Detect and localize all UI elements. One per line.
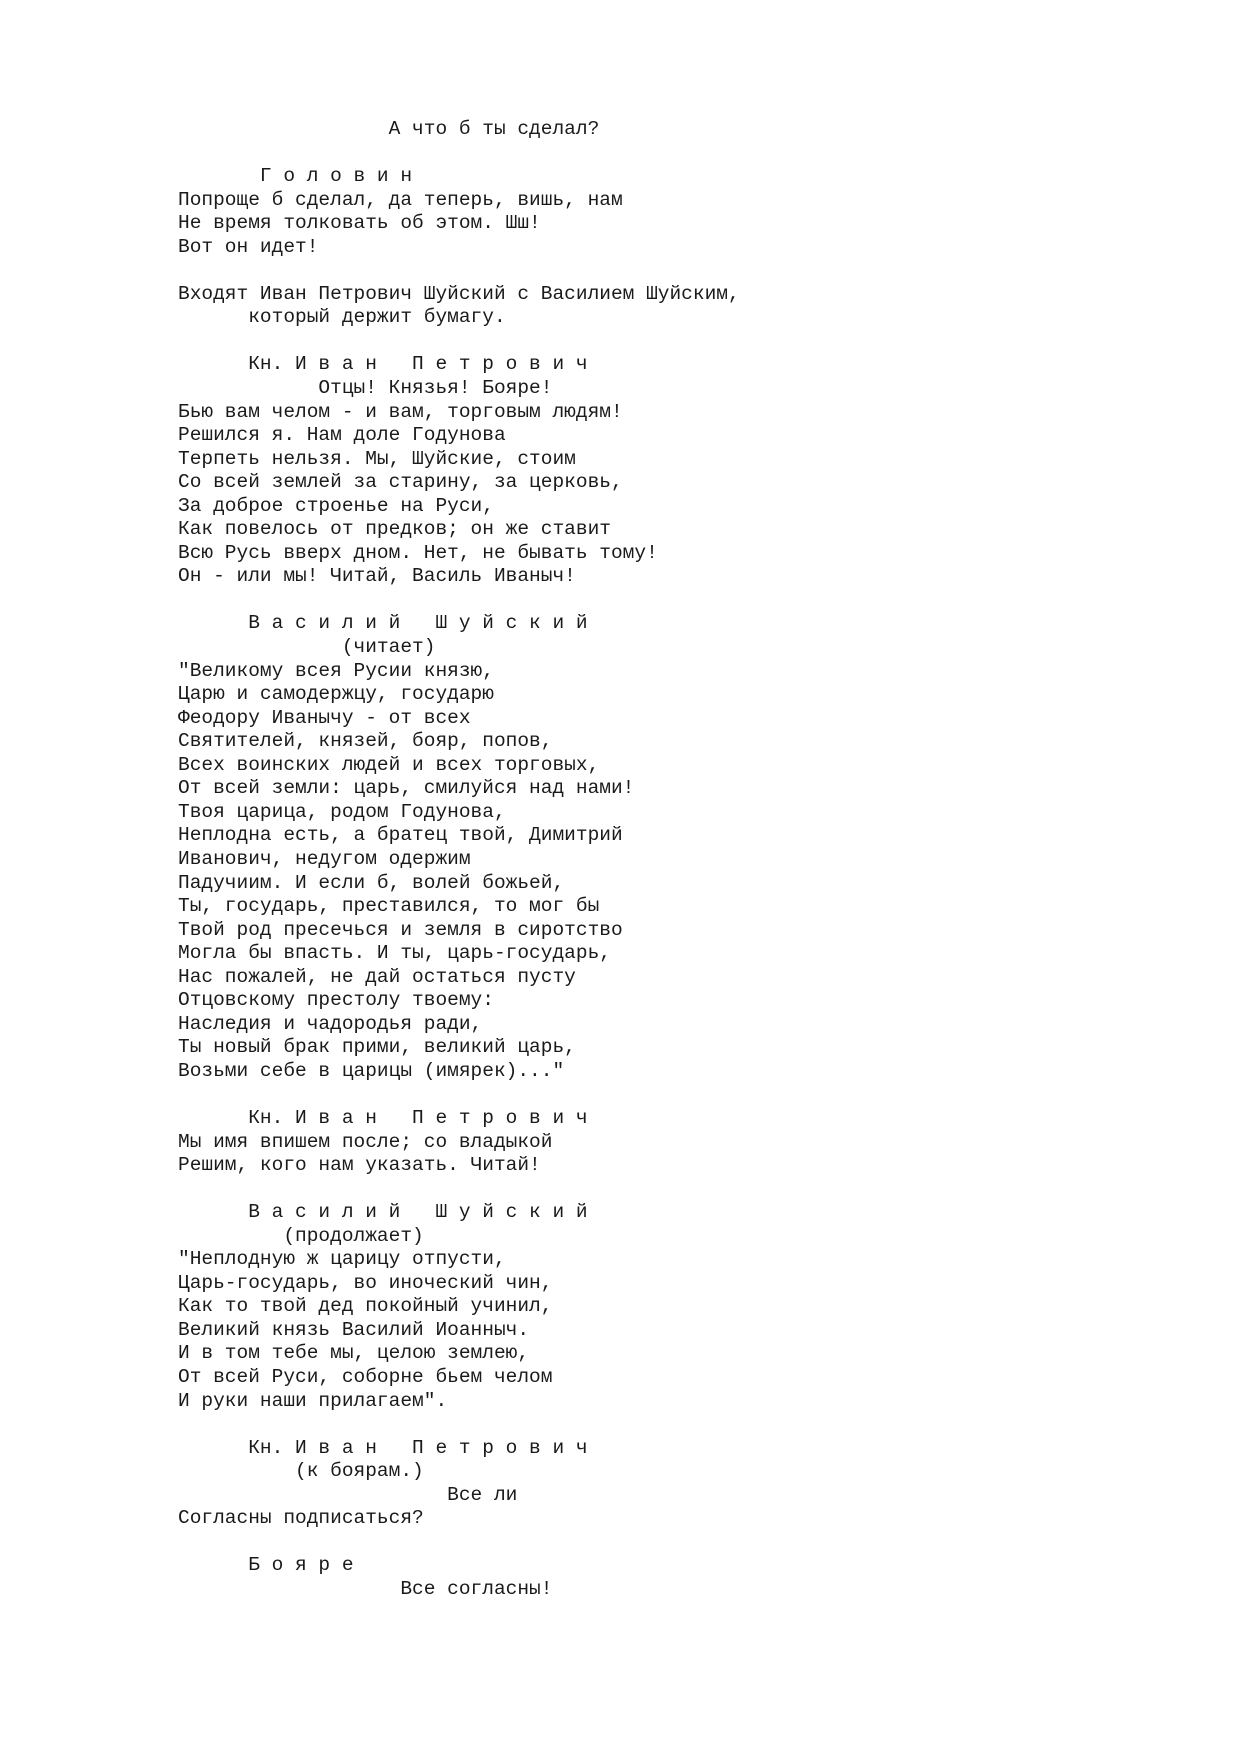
text-line: Попроще б сделал, да теперь, вишь, нам [178,188,623,211]
text-line: Мы имя впишем после; со владыкой [178,1130,553,1153]
text-line: Кн. И в а н П е т р о в и ч [178,1106,588,1129]
text-line: Неплодна есть, а братец твой, Димитрий [178,824,623,847]
text-line: Феодору Иванычу - от всех [178,706,471,729]
blank-line [178,142,740,166]
text-line: Согласны подписаться? [178,1507,424,1530]
text-line: Ты новый брак прими, великий царь, [178,1036,576,1059]
text-line: Твоя царица, родом Годунова, [178,800,506,823]
text-line: Входят Иван Петрович Шуйский с Василием Шуйским, [178,282,740,305]
text-line: За доброе строенье на Руси, [178,494,494,517]
blank-line [178,1413,740,1437]
text-line: Решим, кого нам указать. Читай! [178,1154,541,1177]
text-line: Возьми себе в царицы (имярек)..." [178,1059,565,1082]
text-line: Царю и самодержцу, государю [178,683,494,706]
blank-line [178,330,740,354]
text-line: Великий князь Василий Иоанныч. [178,1318,530,1341]
blank-line [178,1178,740,1202]
text-line: Всю Русь вверх дном. Нет, не бывать тому! [178,541,658,564]
text-line: Могла бы впасть. И ты, царь-государь, [178,942,611,965]
text-line: И руки наши прилагаем". [178,1389,448,1412]
text-line: Все ли [178,1483,518,1506]
text-line: "Великому всея Русии князю, [178,659,494,682]
text-line: А что б ты сделал? [178,118,600,140]
text-line: В а с и л и й Ш у й с к и й [178,1201,588,1224]
text-line: Твой род пресечься и земля в сиротство [178,918,623,941]
text-line: Как повелось от предков; он же ставит [178,518,611,541]
text-line: От всей Руси, соборне бьем челом [178,1365,553,1388]
text-line: Кн. И в а н П е т р о в и ч [178,353,588,376]
text-line: Наследия и чадородья ради, [178,1012,483,1035]
text-line: В а с и л и й Ш у й с к и й [178,612,588,635]
blank-line [178,1531,740,1555]
text-line: Нас пожалей, не дай остаться пусту [178,965,576,988]
text-line: Все согласны! [178,1577,553,1600]
text-line: И в том тебе мы, целою землею, [178,1342,530,1365]
text-line: Всех воинских людей и всех торговых, [178,753,600,776]
text-line: Царь-государь, во иноческий чин, [178,1271,553,1294]
blank-line [178,1083,740,1107]
blank-line [178,259,740,283]
text-line: который держит бумагу. [178,306,506,329]
text-line: Со всей землей за старину, за церковь, [178,471,623,494]
text-line: Терпеть нельзя. Мы, Шуйские, стоим [178,447,576,470]
text-line: Отцовскому престолу твоему: [178,989,494,1012]
text-line: Как то твой дед покойный учинил, [178,1295,553,1318]
text-line: Кн. И в а н П е т р о в и ч [178,1436,588,1459]
text-line: Ты, государь, преставился, то мог бы [178,895,600,918]
text-line: Не время толковать об этом. Шш! [178,212,541,235]
text-line: Вот он идет! [178,235,319,258]
text-line: (продолжает) [178,1224,424,1247]
text-line: "Неплодную ж царицу отпусти, [178,1248,506,1271]
play-text-block [178,118,740,1601]
text-line: Падучиим. И если б, волей божьей, [178,871,565,894]
text-line: Решился я. Нам доле Годунова [178,424,506,447]
text-line: Г о л о в и н [178,165,413,188]
text-line: Иванович, недугом одержим [178,847,471,870]
blank-line [178,589,740,613]
text-line: Он - или мы! Читай, Василь Иваныч! [178,565,576,588]
text-line: Бью вам челом - и вам, торговым людям! [178,400,623,423]
text-line: От всей земли: царь, смилуйся над нами! [178,777,635,800]
text-line: Б о я р е [178,1554,354,1577]
text-line: Святителей, князей, бояр, попов, [178,730,553,753]
text-line: (читает) [178,636,436,659]
text-line: (к боярам.) [178,1460,424,1483]
text-line: Отцы! Князья! Бояре! [178,377,553,400]
